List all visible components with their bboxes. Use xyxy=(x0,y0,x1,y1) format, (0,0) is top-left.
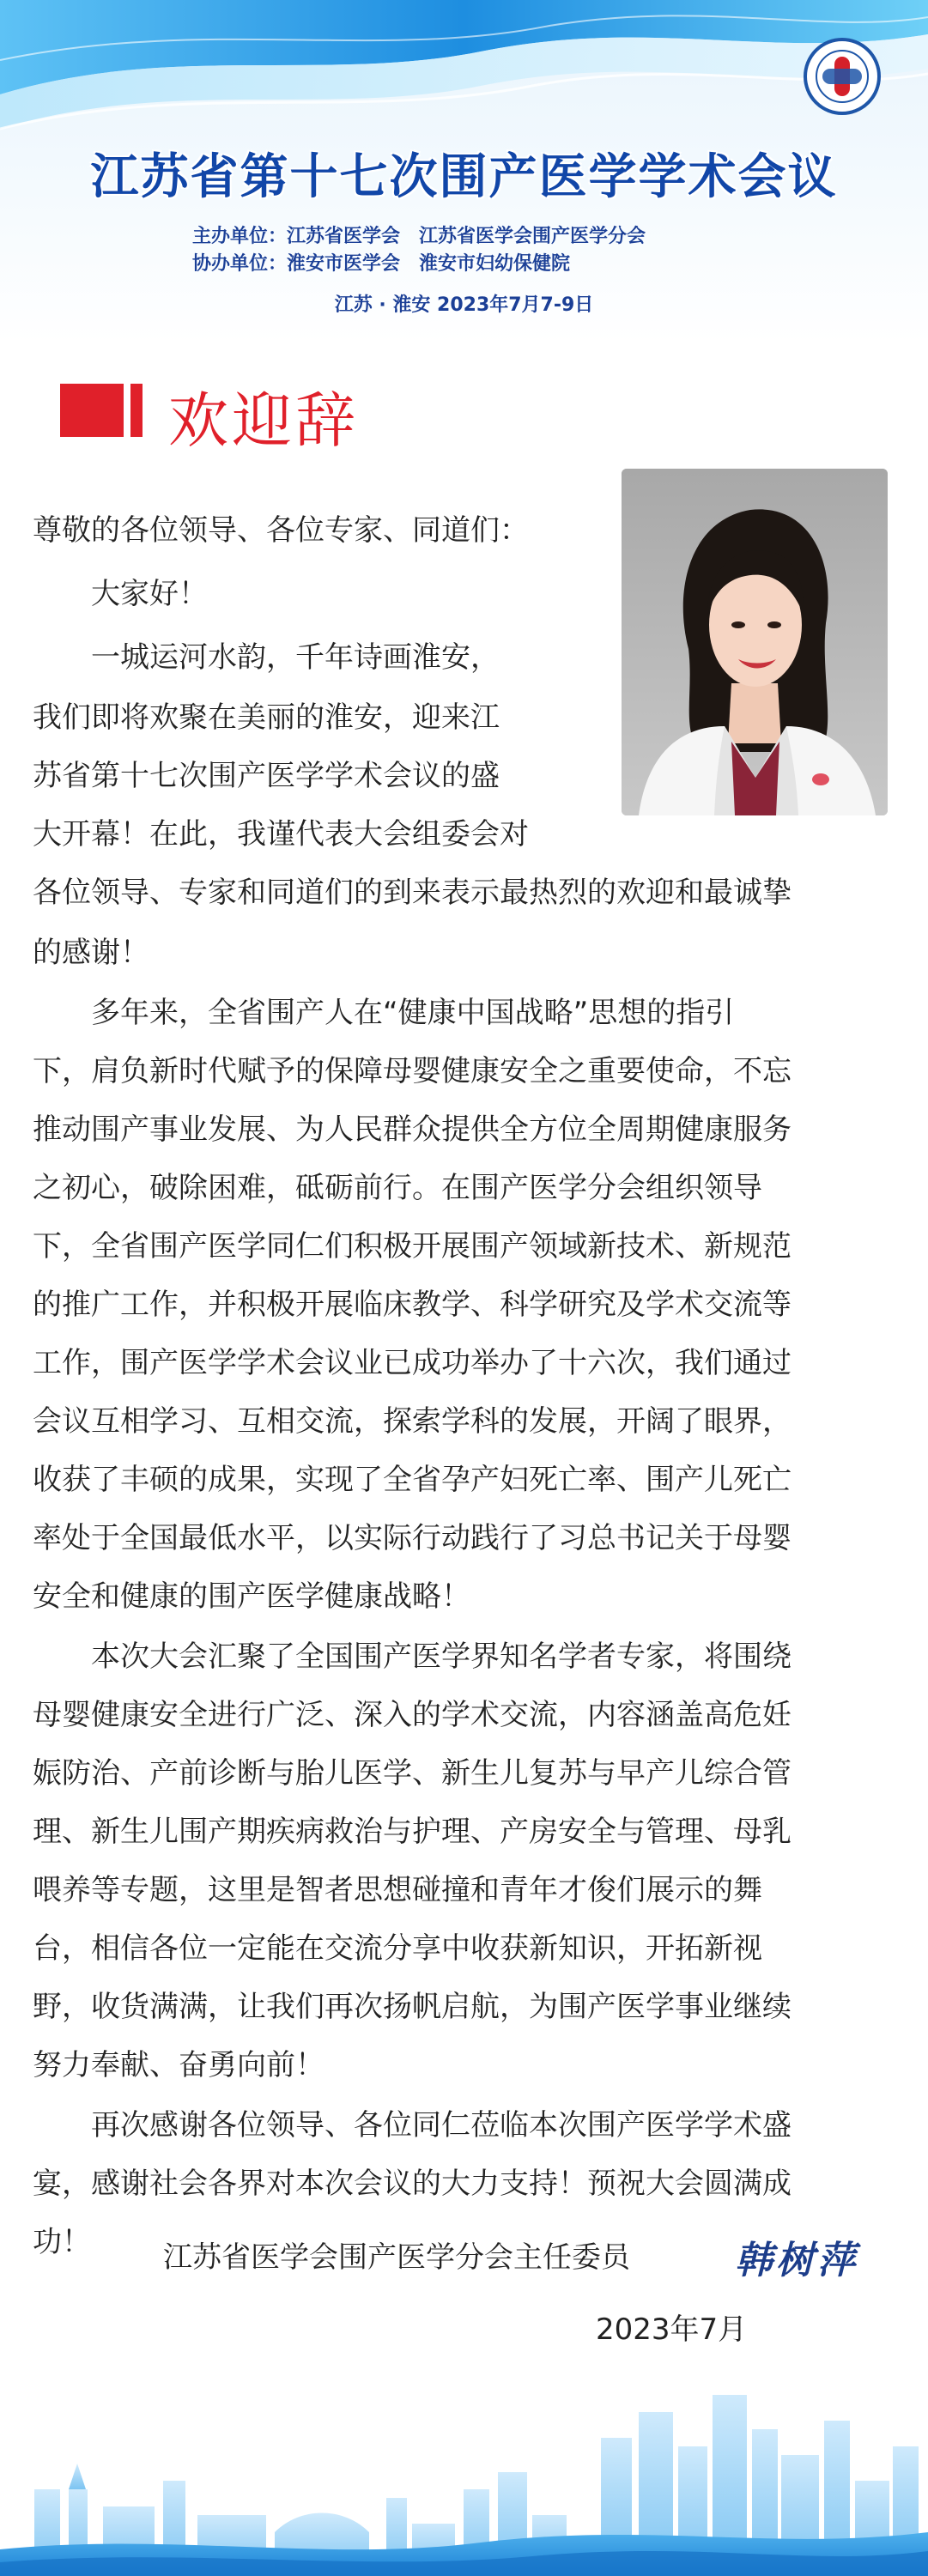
speech-line: 推动围产事业发展、为人民群众提供全方位全周期健康服务 xyxy=(33,1112,792,1147)
speech-line: 野，收货满满，让我们再次扬帆启航，为围产医学事业继续 xyxy=(33,1990,792,2024)
speech-line: 的感谢！ xyxy=(33,936,149,970)
speech-line: 下，全省围产医学同仁们积极开展围产领域新技术、新规范 xyxy=(33,1229,792,1264)
speech-line: 母婴健康安全进行广泛、深入的学术交流，内容涵盖高危妊 xyxy=(33,1698,792,1732)
cohost-organizers xyxy=(192,249,570,276)
speech-line: 努力奉献、奋勇向前！ xyxy=(33,2048,324,2082)
speech-line: 的推广工作，并积极开展临床教学、科学研究及学术交流等 xyxy=(33,1288,792,1322)
logo-emblem-icon xyxy=(816,50,869,103)
speech-line: 各位领导、专家和同道们的到来表示最热烈的欢迎和最诚挚 xyxy=(33,876,792,910)
host-org: 江苏省医学会围产医学分会 xyxy=(419,226,646,247)
conference-date-location: 江苏 · 淮安 2023年7月7-9日 xyxy=(334,294,594,316)
chairperson-photo xyxy=(622,469,888,815)
conference-title: 江苏省第十七次围产医学学术会议 xyxy=(90,149,838,205)
speech-line: 尊敬的各位领导、各位专家、同道们： xyxy=(33,513,529,548)
portrait-illustration xyxy=(622,469,888,815)
speech-line: 会议互相学习、互相交流，探索学科的发展，开阔了眼界， xyxy=(33,1404,792,1439)
signature-name: 韩树萍 xyxy=(735,2239,858,2282)
speech-line: 收获了丰硕的成果，实现了全省孕产妇死亡率、围产儿死亡 xyxy=(33,1463,792,1497)
association-logo xyxy=(804,38,881,115)
speech-line: 再次感谢各位领导、各位同仁莅临本次围产医学学术盛 xyxy=(33,2108,792,2143)
speech-line: 宴，感谢社会各界对本次会议的大力支持！预祝大会圆满成 xyxy=(33,2167,792,2201)
speech-line: 理、新生儿围产期疾病救治与护理、产房安全与管理、母乳 xyxy=(33,1815,792,1849)
signature-title: 江苏省医学会围产医学分会主任委员 xyxy=(163,2240,630,2275)
speech-line: 本次大会汇聚了全国围产医学界知名学者专家，将围绕 xyxy=(33,1640,792,1674)
speech-line: 之初心，破除困难，砥砺前行。在围产医学分会组织领导 xyxy=(33,1171,762,1205)
speech-line: 安全和健康的围产医学健康战略！ xyxy=(33,1579,470,1614)
speech-line: 功！ xyxy=(33,2225,91,2259)
cohost-org: 淮安市医学会 xyxy=(287,253,401,275)
speech-line: 我们即将欢聚在美丽的淮安，迎来江 xyxy=(33,700,500,735)
header-banner xyxy=(0,0,928,343)
host-label: 主办单位： xyxy=(192,226,288,247)
cohost-label: 协办单位： xyxy=(192,253,288,275)
speech-line: 一城运河水韵，千年诗画淮安， xyxy=(33,640,500,675)
speech-line: 工作，围产医学学术会议业已成功举办了十六次，我们通过 xyxy=(33,1346,792,1380)
speech-line: 苏省第十七次围产医学学术会议的盛 xyxy=(33,759,500,793)
cohost-org: 淮安市妇幼保健院 xyxy=(419,253,571,275)
host-organizers xyxy=(192,221,646,248)
host-org: 江苏省医学会 xyxy=(287,226,401,247)
section-marker-bar xyxy=(130,384,143,437)
speech-line: 喂养等专题，这里是智者思想碰撞和青年才俊们展示的舞 xyxy=(33,1873,762,1907)
signature-date: 2023年7月 xyxy=(596,2312,748,2347)
speech-line: 台，相信各位一定能在交流分享中收获新知识，开拓新视 xyxy=(33,1931,762,1966)
section-title: 欢迎辞 xyxy=(168,385,359,456)
speech-line: 大家好！ xyxy=(33,577,208,611)
speech-line: 多年来，全省围产人在“健康中国战略”思想的指引 xyxy=(33,996,735,1030)
speech-line: 娠防治、产前诊断与胎儿医学、新生儿复苏与早产儿综合管 xyxy=(33,1756,792,1791)
speech-line: 下，肩负新时代赋予的保障母婴健康安全之重要使命，不忘 xyxy=(33,1054,792,1088)
city-skyline-decoration xyxy=(0,2318,928,2576)
footer-cityscape xyxy=(0,2318,928,2576)
speech-line: 大开幕！在此，我谨代表大会组委会对 xyxy=(33,817,529,852)
section-marker-block xyxy=(60,384,124,437)
speech-line: 率处于全国最低水平，以实际行动践行了习总书记关于母婴 xyxy=(33,1521,792,1555)
